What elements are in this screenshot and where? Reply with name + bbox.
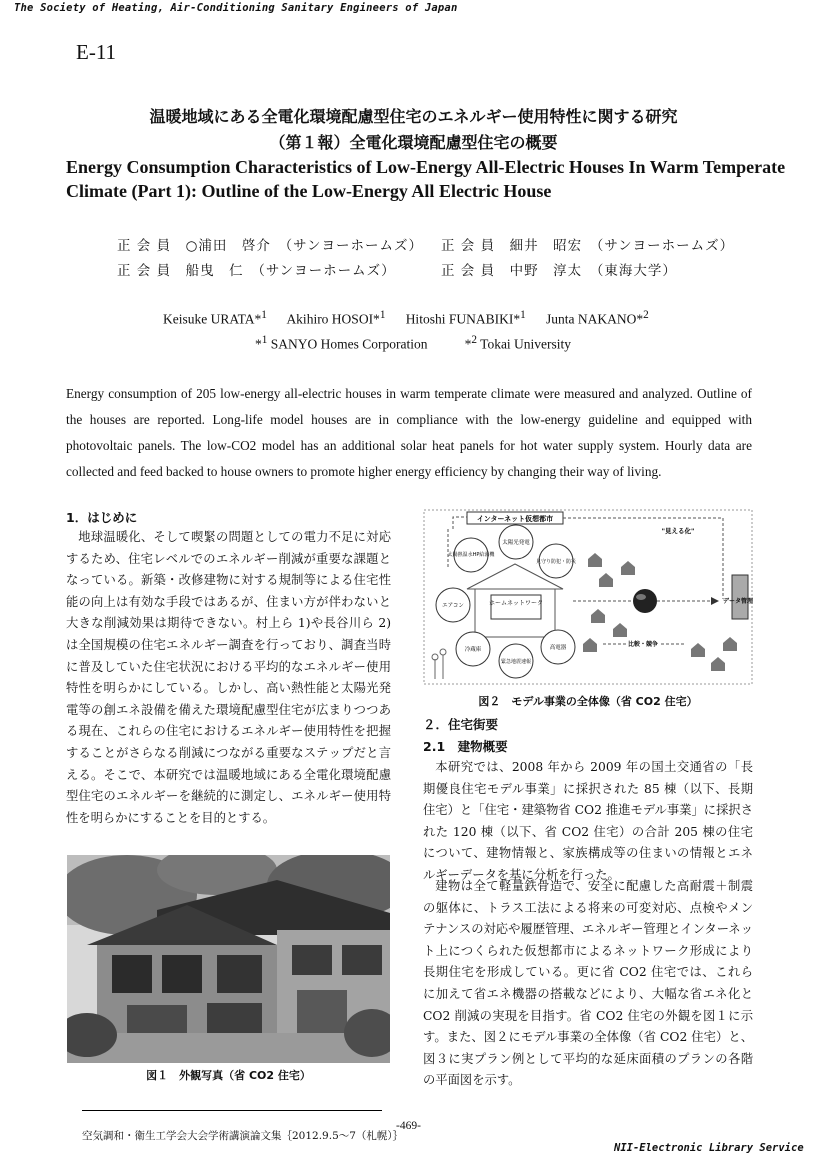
figure1-caption: 図１ 外観写真（省 CO2 住宅） <box>146 1069 311 1082</box>
author-name: ○浦田 啓介 <box>185 238 271 254</box>
section2-1-heading: 2.1 建物概要 <box>423 739 508 754</box>
author-ja-1 <box>117 234 423 254</box>
author-en-2: Akihiro HOSOI* <box>286 311 380 327</box>
title-en-line1: Energy Consumption Characteristics of Low-Energy All-Electric Houses In Warm Temperate <box>66 157 786 177</box>
title-ja-line1: 温暖地域にある全電化環境配慮型住宅のエネルギー使用特性に関する研究 <box>149 107 678 126</box>
author-sup: 1 <box>379 309 386 321</box>
author-affil: （サンヨーホームズ） <box>285 238 423 254</box>
title-ja-line2: （第１報）全電化環境配慮型住宅の概要 <box>269 133 558 152</box>
section2-heading: ２．住宅街要 <box>423 717 499 732</box>
conference-footer: 空気調和・衛生工学会大会学術講演論文集｛2012.9.5～7（札幌）｝ <box>82 1130 404 1142</box>
author-ja-4 <box>441 259 677 279</box>
label-home-network: ホームネットワーク <box>488 600 544 607</box>
author-affil: （サンヨーホームズ） <box>258 263 396 279</box>
author-role: 正 会 員 <box>117 238 172 254</box>
section1-heading: 1．はじめに <box>66 510 138 525</box>
affil-mark: * <box>464 336 472 352</box>
label-data-mgmt: データ管理 <box>723 598 753 605</box>
abstract: Energy consumption of 205 low-energy all-electric houses in warm temperate climate were measured and analyzed. Outline of the houses are reported. Long-life model houses are in compliance with the low-energy guideline and equipped with photovoltaic panels. The low-CO2 model has an additional solar heat panels for hot water supply system. Hourly data are collected and feed backed to house owners to promote higher energy efficiency by changing their way of living. <box>66 386 752 479</box>
section2-para2: 建物は全て軽量鉄骨造で、安全に配慮した高耐震＋制震の躯体に、トラス工法による将来の可変対応、点検やメンテナンスの対応や履歴管理、エネルギー管理とインターネット上につくられた仮想都市によるネットワーク形成により長期住宅を形成している。更に省 CO2 住宅では、これらに加えて省エネ機器の搭載などにより、大幅な省エネ化と CO2 削減の実現を目指す。省 CO2 住宅の外観を図１に示す。また、図２にモデル事業の全体像（省 CO2 住宅）と、図３に実プラン例として平均的な延床面積のプランの各階の平面図を示す。 <box>423 879 753 1088</box>
label-compare: 比較・競争 <box>628 641 659 648</box>
label-aircon: エアコン <box>442 603 464 609</box>
author-sup: 1 <box>261 309 267 321</box>
authors-en <box>163 309 649 328</box>
author-ja-2 <box>441 234 734 254</box>
section1-text: 地球温暖化、そして喫緊の問題としての電力不足に対応するため、住宅レベルでのエネルギー削減が重要な課題となっている。新築・改修建物に対する規制等による住宅性能の向上は有効な手段ではあるが、住まい方が伴わないと大きな削減効果は期待できない。村上ら 1)や長谷川ら 2)は全国規模の住宅エネルギー調査を行っており、調査当時に普及していた住宅状況における平均的なエネルギー使用特性を明らかにしている。しかし、高い熱性能と太陽光発電等の創エネ設備を備えた環境配慮型住宅が広まりつつある現在、これらの住宅におけるエネルギー使用特性を把握することがさらなる削減につながる重要なステップだと言える。そこで、本研究では温暖地域にある全電化環境配慮型住宅のエネルギーを継続的に測定し、エネルギー使用特性を明らかにすることを目的とする。 <box>66 530 391 825</box>
label-fridge: 冷蔵庫 <box>464 647 482 653</box>
exterior-photo <box>67 855 390 1063</box>
label-internet-city: インターネット仮想都市 <box>476 515 554 523</box>
figure2-caption: 図２ モデル事業の全体像（省 CO2 住宅） <box>478 695 698 708</box>
author-sup: 1 <box>520 309 526 321</box>
label-security: 見守り防犯・防災 <box>535 559 577 565</box>
affil-sup: 1 <box>261 334 268 346</box>
section2-para1: 本研究では、2008 年から 2009 年の国土交通省の「長期優良住宅モデル事業」に採択された 85 棟（以下、長期住宅）と「住宅・建築物省 CO2 推進モデル事業」に採択された 120 棟（以下、省 CO2 住宅）の合計 205 棟の住宅について、建物情報と、家族構成等の住まいの情報とエネルギーデータを基に分析を行った。 <box>423 760 753 882</box>
author-role: 正 会 員 <box>441 263 496 279</box>
author-en-1: Keisuke URATA* <box>163 311 262 327</box>
nii-footer: NII-Electronic Library Service <box>614 1142 804 1154</box>
author-sup: 2 <box>643 309 649 321</box>
society-header: The Society of Heating, Air-Conditioning Sanitary Engineers of Japan <box>14 2 458 14</box>
author-en-3: Hitoshi FUNABIKI* <box>405 311 521 327</box>
label-visualize: "見える化" <box>661 527 695 535</box>
author-role: 正 会 員 <box>441 238 496 254</box>
label-solar-power: 太陽光発電 <box>502 540 530 546</box>
author-name: 細井 昭宏 <box>509 238 583 254</box>
author-ja-3 <box>117 259 396 279</box>
author-role: 正 会 員 <box>117 263 172 279</box>
affiliations-en <box>255 334 571 353</box>
title-en-line2: Climate (Part 1): Outline of the Low-Energy All Electric House <box>66 181 552 201</box>
footnote-divider <box>82 1110 382 1111</box>
affil-mark: * <box>255 336 262 352</box>
model-project-diagram <box>423 509 753 685</box>
author-affil: （サンヨーホームズ） <box>596 238 735 254</box>
affil-en-1: SANYO Homes Corporation <box>270 336 428 352</box>
label-ih: 高電器 <box>549 645 567 651</box>
paper-id: E-11 <box>76 40 117 64</box>
affil-en-2: Tokai University <box>480 336 572 352</box>
label-solar-heat: 太陽熱温水HP給湯機 <box>447 552 495 558</box>
author-name: 船曳 仁 <box>185 263 244 279</box>
author-name: 中野 淳太 <box>509 263 583 279</box>
label-emergency: 緊急地震速報 <box>500 659 532 665</box>
author-affil: （東海大学） <box>596 263 677 279</box>
affil-sup: 2 <box>471 334 477 346</box>
page-number: -469- <box>396 1120 421 1132</box>
author-en-4: Junta NAKANO* <box>545 311 644 327</box>
